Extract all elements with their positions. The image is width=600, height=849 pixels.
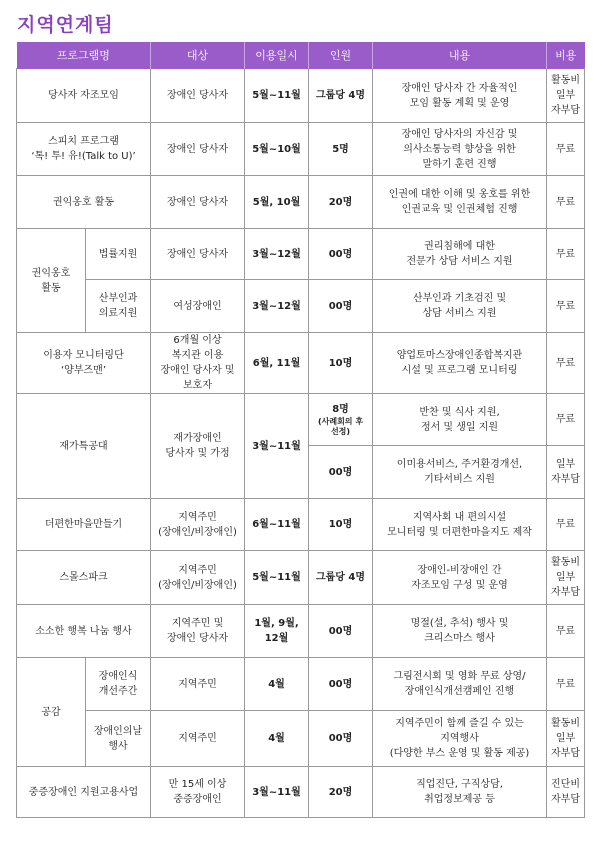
date-cell: 5월, 10월 <box>245 176 309 229</box>
date-cell: 3월~11월 <box>245 767 309 818</box>
target-cell: 지역주민 및 장애인 당사자 <box>151 605 245 658</box>
program-name: 스피치 프로그램 ‘톡! 투! 유!(Talk to U)’ <box>17 123 151 176</box>
people-cell: 10명 <box>309 333 373 394</box>
table-row <box>17 394 585 446</box>
date-cell: 5월~11월 <box>245 551 309 605</box>
people-cell: 그룹당 4명 <box>309 69 373 123</box>
cost-cell: 활동비 일부 자부담 <box>547 551 585 605</box>
program-name: 권익옹호 활동 <box>17 176 151 229</box>
people-cell: 00명 <box>309 605 373 658</box>
table-row <box>17 333 585 394</box>
cost-cell: 활동비 일부 자부담 <box>547 69 585 123</box>
people-cell: 그룹당 4명 <box>309 551 373 605</box>
cost-cell: 일부 자부담 <box>547 446 585 499</box>
content-cell: 반찬 및 식사 지원, 정서 및 생일 지원 <box>373 394 547 446</box>
people-cell: 20명 <box>309 176 373 229</box>
cost-cell: 무료 <box>547 280 585 333</box>
content-cell: 명절(설, 추석) 행사 및 크리스마스 행사 <box>373 605 547 658</box>
target-cell: 여성장애인 <box>151 280 245 333</box>
target-cell: 지역주민 (장애인/비장애인) <box>151 551 245 605</box>
people-cell: 00명 <box>309 446 373 499</box>
cost-cell: 무료 <box>547 605 585 658</box>
date-cell: 3월~11월 <box>245 394 309 499</box>
date-cell: 3월~12월 <box>245 229 309 280</box>
program-name: 장애인식 개선주간 <box>86 658 151 711</box>
date-cell: 4월 <box>245 711 309 767</box>
target-cell: 6개월 이상 복지관 이용 장애인 당사자 및 보호자 <box>151 333 245 394</box>
people-cell: 00명 <box>309 229 373 280</box>
date-cell: 5월~11월 <box>245 69 309 123</box>
target-cell: 지역주민 (장애인/비장애인) <box>151 499 245 551</box>
program-name: 중증장애인 지원고용사업 <box>17 767 151 818</box>
program-name: 이용자 모니터링단 ‘양부즈맨’ <box>17 333 151 394</box>
people-note: (사례회의 후 선정) <box>317 416 364 436</box>
people-cell <box>309 394 373 446</box>
target-cell: 지역주민 <box>151 711 245 767</box>
content-cell: 지역사회 내 편의시설 모니터링 및 더편한마을지도 제작 <box>373 499 547 551</box>
date-cell: 6월~11월 <box>245 499 309 551</box>
target-cell: 만 15세 이상 중증장애인 <box>151 767 245 818</box>
program-name: 소소한 행복 나눔 행사 <box>17 605 151 658</box>
people-cell: 00명 <box>309 658 373 711</box>
date-cell: 4월 <box>245 658 309 711</box>
page-title: 지역연계팀 <box>17 14 114 36</box>
content-cell: 권리침해에 대한 전문가 상담 서비스 지원 <box>373 229 547 280</box>
program-name: 더편한마을만들기 <box>17 499 151 551</box>
cost-cell: 진단비 자부담 <box>547 767 585 818</box>
content-cell: 지역주민이 함께 즐길 수 있는 지역행사 (다양한 부스 운영 및 활동 제공) <box>373 711 547 767</box>
program-table <box>16 42 585 818</box>
date-cell: 6월, 11월 <box>245 333 309 394</box>
cost-cell: 무료 <box>547 176 585 229</box>
table-row <box>17 605 585 658</box>
header-content: 내용 <box>373 42 547 69</box>
table-header-row <box>17 42 585 69</box>
target-cell: 재가장애인 당사자 및 가정 <box>151 394 245 499</box>
cost-cell: 무료 <box>547 229 585 280</box>
cost-cell: 무료 <box>547 658 585 711</box>
group-cell-rights: 권익옹호 활동 <box>17 229 86 333</box>
content-cell: 산부인과 기초검진 및 상담 서비스 지원 <box>373 280 547 333</box>
target-cell: 장애인 당사자 <box>151 229 245 280</box>
table-row <box>17 499 585 551</box>
table-row <box>17 176 585 229</box>
table-row <box>17 658 585 711</box>
table-row <box>17 69 585 123</box>
cost-cell: 무료 <box>547 394 585 446</box>
target-cell: 장애인 당사자 <box>151 69 245 123</box>
program-name: 스몰스파크 <box>17 551 151 605</box>
content-cell: 직업진단, 구직상담, 취업정보제공 등 <box>373 767 547 818</box>
content-cell: 장애인 당사자 간 자율적인 모임 활동 계획 및 운영 <box>373 69 547 123</box>
people-value: 8명 <box>332 403 349 415</box>
people-cell: 00명 <box>309 711 373 767</box>
program-name: 당사자 자조모임 <box>17 69 151 123</box>
header-program: 프로그램명 <box>17 42 151 69</box>
table-row <box>17 280 585 333</box>
group-cell-empathy: 공감 <box>17 658 86 767</box>
date-cell: 1월, 9월, 12월 <box>245 605 309 658</box>
date-cell: 3월~12월 <box>245 280 309 333</box>
people-cell: 00명 <box>309 280 373 333</box>
cost-cell: 무료 <box>547 123 585 176</box>
people-cell: 5명 <box>309 123 373 176</box>
target-cell: 장애인 당사자 <box>151 176 245 229</box>
program-name: 산부인과 의료지원 <box>86 280 151 333</box>
content-cell: 인권에 대한 이해 및 옹호를 위한 인권교육 및 인권체험 진행 <box>373 176 547 229</box>
date-cell: 5월~10월 <box>245 123 309 176</box>
table-row <box>17 551 585 605</box>
header-cost: 비용 <box>547 42 585 69</box>
cost-cell: 무료 <box>547 333 585 394</box>
program-name: 장애인의날 행사 <box>86 711 151 767</box>
content-cell: 장애인 당사자의 자신감 및 의사소통능력 향상을 위한 말하기 훈련 진행 <box>373 123 547 176</box>
table-row <box>17 123 585 176</box>
people-cell: 10명 <box>309 499 373 551</box>
table-row <box>17 711 585 767</box>
program-name: 재가특공대 <box>17 394 151 499</box>
people-cell: 20명 <box>309 767 373 818</box>
header-people: 인원 <box>309 42 373 69</box>
content-cell: 양업토마스장애인종합복지관 시설 및 프로그램 모니터링 <box>373 333 547 394</box>
content-cell: 그림전시회 및 영화 무료 상영/ 장애인식개선캠페인 진행 <box>373 658 547 711</box>
program-name: 법률지원 <box>86 229 151 280</box>
header-target: 대상 <box>151 42 245 69</box>
target-cell: 장애인 당사자 <box>151 123 245 176</box>
header-date: 이용일시 <box>245 42 309 69</box>
cost-cell: 무료 <box>547 499 585 551</box>
content-cell: 장애인-비장애인 간 자조모임 구성 및 운영 <box>373 551 547 605</box>
table-row <box>17 229 585 280</box>
target-cell: 지역주민 <box>151 658 245 711</box>
table-row <box>17 767 585 818</box>
cost-cell: 활동비 일부 자부담 <box>547 711 585 767</box>
content-cell: 이미용서비스, 주거환경개선, 기타서비스 지원 <box>373 446 547 499</box>
